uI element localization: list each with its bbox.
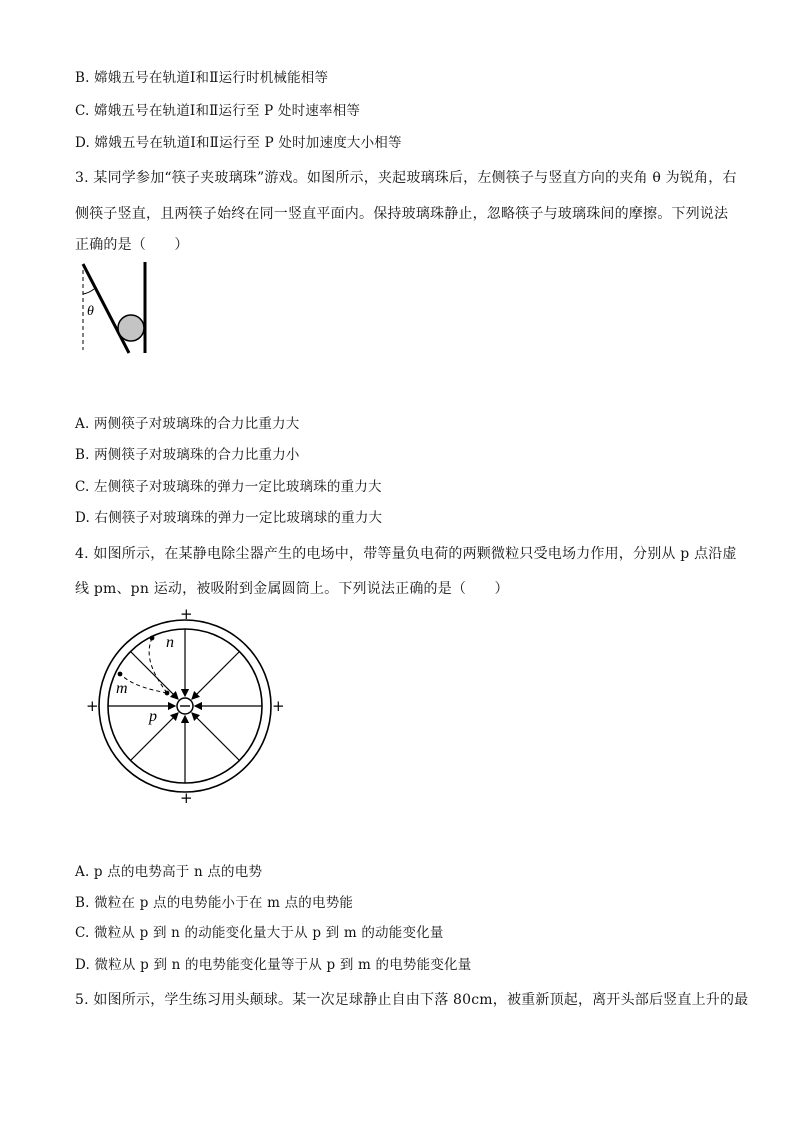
q4-option-b: B. 微粒在 p 点的电势能小于在 m 点的电势能 xyxy=(75,895,354,911)
q3-stem-line-3: 正确的是（ ） xyxy=(75,237,189,253)
label-n: n xyxy=(166,634,174,651)
q4-stem-line-1: 4. 如图所示，在某静电除尘器产生的电场中，带等量负电荷的两颗微粒只受电场力作用，分别从 p 点沿虚 xyxy=(75,546,737,562)
q2-option-b: B. 嫦娥五号在轨道Ⅰ和Ⅱ运行时机械能相等 xyxy=(75,70,329,86)
plus-left: + xyxy=(86,697,99,715)
q3-option-a: A. 两侧筷子对玻璃珠的合力比重力大 xyxy=(75,416,300,432)
q5-stem-line-1: 5. 如图所示，学生练习用头颠球。某一次足球静止自由下落 80cm，被重新顶起，离开头部后竖直上升的最 xyxy=(75,992,749,1008)
q4-option-a: A. p 点的电势高于 n 点的电势 xyxy=(75,864,263,880)
plus-bottom: + xyxy=(180,789,193,805)
q4-option-c: C. 微粒从 p 到 n 的动能变化量大于从 p 到 m 的动能变化量 xyxy=(75,925,444,941)
chopsticks-figure xyxy=(74,258,164,358)
theta-label: θ xyxy=(87,304,94,319)
q3-option-c: C. 左侧筷子对玻璃珠的弹力一定比玻璃珠的重力大 xyxy=(75,479,382,495)
q2-option-c: C. 嫦娥五号在轨道Ⅰ和Ⅱ运行至 P 处时速率相等 xyxy=(75,103,361,119)
q4-option-d: D. 微粒从 p 到 n 的电势能变化量等于从 p 到 m 的电势能变化量 xyxy=(75,957,472,973)
label-p: p xyxy=(149,708,157,725)
point-m xyxy=(118,672,123,677)
angle-arc xyxy=(83,289,94,294)
q3-stem-line-2: 侧筷子竖直，且两筷子始终在同一竖直平面内。保持玻璃珠静止，忽略筷子与玻璃珠间的摩擦。下列说法 xyxy=(75,206,729,222)
plus-right: + xyxy=(272,697,285,715)
glass-bead xyxy=(118,315,144,341)
q3-option-d: D. 右侧筷子对玻璃珠的弹力一定比玻璃球的重力大 xyxy=(75,510,383,526)
q4-stem-line-2: 线 pm、pn 运动，被吸附到金属圆筒上。下列说法正确的是（ ） xyxy=(75,581,509,597)
q2-option-d: D. 嫦娥五号在轨道Ⅰ和Ⅱ运行至 P 处时加速度大小相等 xyxy=(75,135,402,151)
point-p xyxy=(165,691,170,696)
q3-option-b: B. 两侧筷子对玻璃珠的合力比重力小 xyxy=(75,447,300,463)
electrostatic-precipitator-figure xyxy=(82,605,287,805)
label-m: m xyxy=(116,680,128,697)
plus-top: + xyxy=(180,605,193,623)
q3-stem-line-1: 3. 某同学参加“筷子夹玻璃珠”游戏。如图所示，夹起玻璃珠后，左侧筷子与竖直方向的夹角 θ 为锐角，右 xyxy=(75,170,737,186)
point-n xyxy=(150,636,155,641)
